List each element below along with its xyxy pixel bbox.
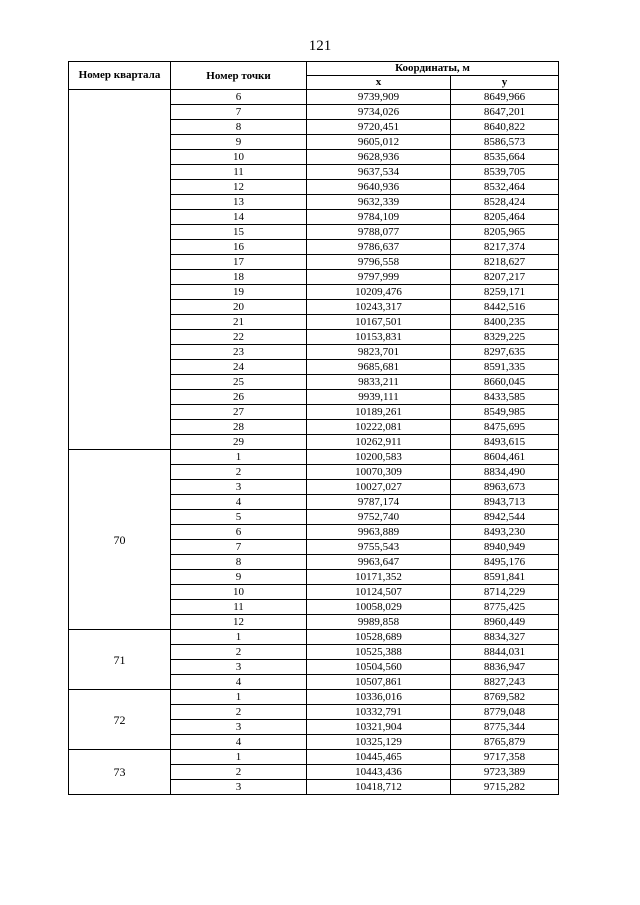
x-coordinate-cell: 10418,712 <box>307 780 451 795</box>
y-coordinate-cell: 8205,965 <box>451 225 559 240</box>
table-row <box>69 630 559 645</box>
point-number-cell: 12 <box>171 180 307 195</box>
point-number-cell: 9 <box>171 570 307 585</box>
point-number-cell: 21 <box>171 315 307 330</box>
x-coordinate-cell: 10507,861 <box>307 675 451 690</box>
x-coordinate-cell: 9734,026 <box>307 105 451 120</box>
y-coordinate-cell: 8834,490 <box>451 465 559 480</box>
point-number-cell: 4 <box>171 495 307 510</box>
point-number-cell: 27 <box>171 405 307 420</box>
y-coordinate-cell: 8205,464 <box>451 210 559 225</box>
x-coordinate-cell: 9796,558 <box>307 255 451 270</box>
point-number-cell: 2 <box>171 465 307 480</box>
x-coordinate-cell: 10222,081 <box>307 420 451 435</box>
table-row <box>69 90 559 105</box>
y-coordinate-cell: 8775,425 <box>451 600 559 615</box>
point-number-cell: 1 <box>171 690 307 705</box>
y-coordinate-cell: 8942,544 <box>451 510 559 525</box>
x-coordinate-cell: 9797,999 <box>307 270 451 285</box>
point-number-cell: 3 <box>171 480 307 495</box>
point-number-cell: 10 <box>171 585 307 600</box>
y-coordinate-cell: 8765,879 <box>451 735 559 750</box>
y-coordinate-cell: 8660,045 <box>451 375 559 390</box>
header-point-number: Номер точки <box>171 62 307 90</box>
x-coordinate-cell: 9833,211 <box>307 375 451 390</box>
point-number-cell: 4 <box>171 735 307 750</box>
point-number-cell: 29 <box>171 435 307 450</box>
y-coordinate-cell: 8836,947 <box>451 660 559 675</box>
y-coordinate-cell: 8433,585 <box>451 390 559 405</box>
quarter-number-cell: 70 <box>69 450 171 630</box>
y-coordinate-cell: 8549,985 <box>451 405 559 420</box>
x-coordinate-cell: 10336,016 <box>307 690 451 705</box>
y-coordinate-cell: 8297,635 <box>451 345 559 360</box>
y-coordinate-cell: 8493,615 <box>451 435 559 450</box>
point-number-cell: 7 <box>171 540 307 555</box>
x-coordinate-cell: 10445,465 <box>307 750 451 765</box>
point-number-cell: 11 <box>171 165 307 180</box>
point-number-cell: 24 <box>171 360 307 375</box>
header-x: x <box>307 76 451 90</box>
quarter-number-cell <box>69 90 171 450</box>
x-coordinate-cell: 9989,858 <box>307 615 451 630</box>
x-coordinate-cell: 10189,261 <box>307 405 451 420</box>
x-coordinate-cell: 9640,936 <box>307 180 451 195</box>
point-number-cell: 8 <box>171 120 307 135</box>
x-coordinate-cell: 10528,689 <box>307 630 451 645</box>
y-coordinate-cell: 8779,048 <box>451 705 559 720</box>
x-coordinate-cell: 9637,534 <box>307 165 451 180</box>
x-coordinate-cell: 10209,476 <box>307 285 451 300</box>
y-coordinate-cell: 8586,573 <box>451 135 559 150</box>
point-number-cell: 19 <box>171 285 307 300</box>
point-number-cell: 2 <box>171 765 307 780</box>
x-coordinate-cell: 10070,309 <box>307 465 451 480</box>
y-coordinate-cell: 8769,582 <box>451 690 559 705</box>
point-number-cell: 25 <box>171 375 307 390</box>
point-number-cell: 1 <box>171 450 307 465</box>
y-coordinate-cell: 8207,217 <box>451 270 559 285</box>
point-number-cell: 14 <box>171 210 307 225</box>
x-coordinate-cell: 10332,791 <box>307 705 451 720</box>
y-coordinate-cell: 8532,464 <box>451 180 559 195</box>
x-coordinate-cell: 9787,174 <box>307 495 451 510</box>
x-coordinate-cell: 10058,029 <box>307 600 451 615</box>
y-coordinate-cell: 8960,449 <box>451 615 559 630</box>
y-coordinate-cell: 8218,627 <box>451 255 559 270</box>
point-number-cell: 1 <box>171 630 307 645</box>
y-coordinate-cell: 8495,176 <box>451 555 559 570</box>
table-row <box>69 750 559 765</box>
x-coordinate-cell: 9963,889 <box>307 525 451 540</box>
x-coordinate-cell: 9963,647 <box>307 555 451 570</box>
x-coordinate-cell: 10124,507 <box>307 585 451 600</box>
x-coordinate-cell: 10443,436 <box>307 765 451 780</box>
x-coordinate-cell: 10325,129 <box>307 735 451 750</box>
y-coordinate-cell: 8539,705 <box>451 165 559 180</box>
x-coordinate-cell: 10171,352 <box>307 570 451 585</box>
header-coordinates: Координаты, м <box>307 62 559 76</box>
x-coordinate-cell: 10243,317 <box>307 300 451 315</box>
point-number-cell: 18 <box>171 270 307 285</box>
y-coordinate-cell: 8259,171 <box>451 285 559 300</box>
y-coordinate-cell: 8591,841 <box>451 570 559 585</box>
table-row <box>69 450 559 465</box>
x-coordinate-cell: 10027,027 <box>307 480 451 495</box>
x-coordinate-cell: 10262,911 <box>307 435 451 450</box>
point-number-cell: 3 <box>171 660 307 675</box>
y-coordinate-cell: 8963,673 <box>451 480 559 495</box>
point-number-cell: 6 <box>171 525 307 540</box>
x-coordinate-cell: 10321,904 <box>307 720 451 735</box>
y-coordinate-cell: 8827,243 <box>451 675 559 690</box>
x-coordinate-cell: 10167,501 <box>307 315 451 330</box>
y-coordinate-cell: 8844,031 <box>451 645 559 660</box>
point-number-cell: 2 <box>171 705 307 720</box>
point-number-cell: 26 <box>171 390 307 405</box>
y-coordinate-cell: 8640,822 <box>451 120 559 135</box>
y-coordinate-cell: 8714,229 <box>451 585 559 600</box>
x-coordinate-cell: 9685,681 <box>307 360 451 375</box>
x-coordinate-cell: 10153,831 <box>307 330 451 345</box>
point-number-cell: 16 <box>171 240 307 255</box>
x-coordinate-cell: 10525,388 <box>307 645 451 660</box>
y-coordinate-cell: 8775,344 <box>451 720 559 735</box>
header-quarter-number: Номер квартала <box>69 62 171 90</box>
y-coordinate-cell: 8649,966 <box>451 90 559 105</box>
x-coordinate-cell: 9939,111 <box>307 390 451 405</box>
point-number-cell: 1 <box>171 750 307 765</box>
y-coordinate-cell: 8528,424 <box>451 195 559 210</box>
point-number-cell: 3 <box>171 720 307 735</box>
point-number-cell: 8 <box>171 555 307 570</box>
x-coordinate-cell: 9628,936 <box>307 150 451 165</box>
x-coordinate-cell: 9823,701 <box>307 345 451 360</box>
point-number-cell: 9 <box>171 135 307 150</box>
point-number-cell: 10 <box>171 150 307 165</box>
x-coordinate-cell: 9752,740 <box>307 510 451 525</box>
y-coordinate-cell: 9723,389 <box>451 765 559 780</box>
point-number-cell: 12 <box>171 615 307 630</box>
y-coordinate-cell: 8591,335 <box>451 360 559 375</box>
point-number-cell: 4 <box>171 675 307 690</box>
point-number-cell: 6 <box>171 90 307 105</box>
point-number-cell: 17 <box>171 255 307 270</box>
point-number-cell: 13 <box>171 195 307 210</box>
y-coordinate-cell: 8400,235 <box>451 315 559 330</box>
x-coordinate-cell: 9786,637 <box>307 240 451 255</box>
table-row <box>69 690 559 705</box>
point-number-cell: 11 <box>171 600 307 615</box>
x-coordinate-cell: 9739,909 <box>307 90 451 105</box>
coordinates-table <box>68 61 559 795</box>
y-coordinate-cell: 9717,358 <box>451 750 559 765</box>
x-coordinate-cell: 9720,451 <box>307 120 451 135</box>
point-number-cell: 20 <box>171 300 307 315</box>
header-y: y <box>451 76 559 90</box>
y-coordinate-cell: 8475,695 <box>451 420 559 435</box>
x-coordinate-cell: 9755,543 <box>307 540 451 555</box>
x-coordinate-cell: 10200,583 <box>307 450 451 465</box>
table-header <box>69 62 559 90</box>
table-body <box>69 90 559 795</box>
point-number-cell: 28 <box>171 420 307 435</box>
x-coordinate-cell: 9784,109 <box>307 210 451 225</box>
x-coordinate-cell: 9788,077 <box>307 225 451 240</box>
quarter-number-cell: 72 <box>69 690 171 750</box>
point-number-cell: 5 <box>171 510 307 525</box>
y-coordinate-cell: 8217,374 <box>451 240 559 255</box>
page-number: 121 <box>308 38 332 54</box>
point-number-cell: 22 <box>171 330 307 345</box>
point-number-cell: 7 <box>171 105 307 120</box>
point-number-cell: 15 <box>171 225 307 240</box>
point-number-cell: 3 <box>171 780 307 795</box>
point-number-cell: 2 <box>171 645 307 660</box>
x-coordinate-cell: 9605,012 <box>307 135 451 150</box>
y-coordinate-cell: 8604,461 <box>451 450 559 465</box>
quarter-number-cell: 73 <box>69 750 171 795</box>
y-coordinate-cell: 9715,282 <box>451 780 559 795</box>
y-coordinate-cell: 8943,713 <box>451 495 559 510</box>
x-coordinate-cell: 10504,560 <box>307 660 451 675</box>
y-coordinate-cell: 8442,516 <box>451 300 559 315</box>
y-coordinate-cell: 8647,201 <box>451 105 559 120</box>
x-coordinate-cell: 9632,339 <box>307 195 451 210</box>
point-number-cell: 23 <box>171 345 307 360</box>
y-coordinate-cell: 8834,327 <box>451 630 559 645</box>
y-coordinate-cell: 8940,949 <box>451 540 559 555</box>
y-coordinate-cell: 8329,225 <box>451 330 559 345</box>
y-coordinate-cell: 8493,230 <box>451 525 559 540</box>
quarter-number-cell: 71 <box>69 630 171 690</box>
y-coordinate-cell: 8535,664 <box>451 150 559 165</box>
